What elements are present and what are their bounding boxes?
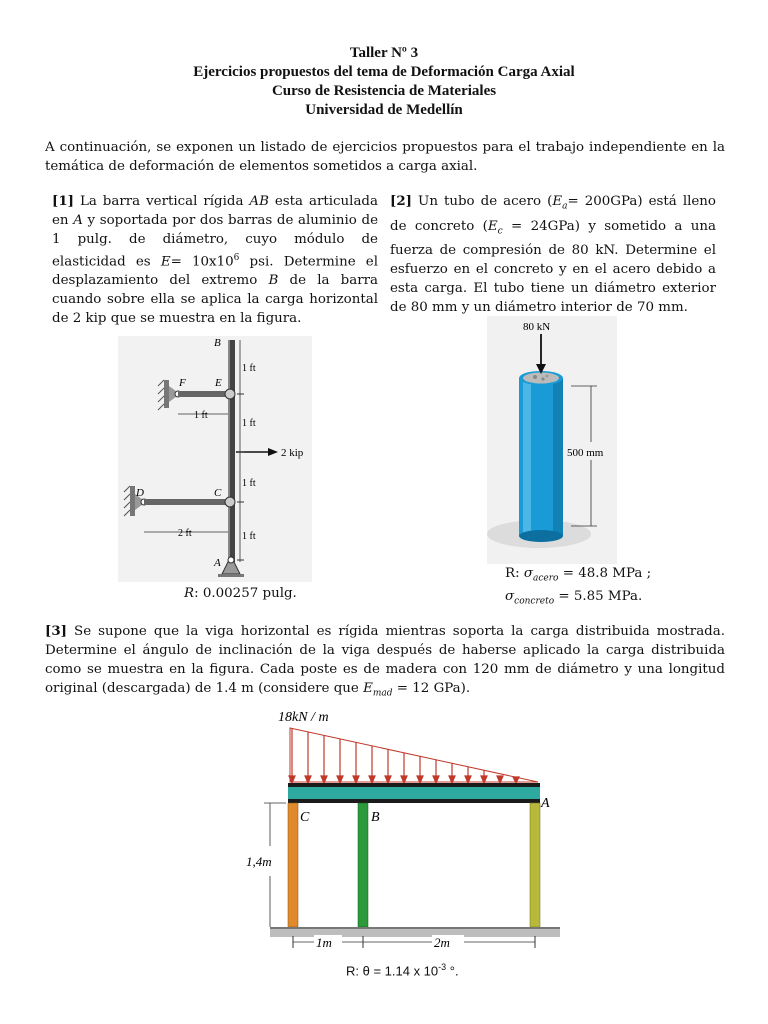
problem-2-figure	[487, 316, 617, 564]
p2-answer-prefix: R:	[505, 566, 524, 581]
problem-3-text	[45, 622, 725, 704]
problem-1-text	[52, 192, 378, 328]
fig1-dim-h2: 2 ft	[178, 528, 192, 539]
p2-answer-line2	[505, 588, 651, 611]
problem-2-text	[390, 192, 716, 317]
fig1-dim-1: 1 ft	[242, 363, 256, 374]
bar-fe	[178, 391, 226, 397]
fig1-label-a: A	[214, 557, 221, 569]
problem-1-number: [1]	[52, 193, 74, 209]
p3-emad: E	[363, 681, 373, 696]
fig3-label-a: A	[541, 796, 550, 811]
header-title: Taller Nº 3	[349, 45, 419, 61]
p2-ec: E	[487, 218, 498, 234]
post-c	[288, 803, 298, 927]
distributed-load-arrows	[289, 728, 519, 783]
problem-1-answer	[184, 585, 297, 603]
fig3-height: 1,4m	[246, 854, 272, 869]
fig2-load: 80 kN	[523, 321, 551, 333]
p1-answer-r: R	[184, 586, 195, 601]
p3-text: = 12 GPa).	[392, 681, 471, 696]
fig3-dim-1m: 1m	[316, 935, 332, 950]
header-university: Universidad de Medellín	[305, 102, 463, 118]
problem-3-figure	[244, 706, 564, 958]
p1-answer-value: : 0.00257 pulg.	[194, 586, 297, 601]
sigma-concreto-sub: concreto	[514, 596, 555, 607]
fig1-dim-2: 1 ft	[242, 418, 256, 429]
p2-answer-line1	[505, 565, 651, 588]
p3-emad-sub: mad	[372, 688, 393, 699]
p1-text: psi. Determine el desplazamiento del extremo	[52, 254, 379, 289]
p1-ab: AB	[249, 194, 269, 209]
p1-text: = 10x10	[170, 254, 234, 270]
document-header	[0, 44, 768, 120]
p2-text: Un tubo de acero (	[412, 194, 553, 209]
fig1-label-e: E	[215, 377, 222, 389]
p1-text: La barra vertical rígida	[74, 194, 250, 209]
fig3-label-c: C	[300, 810, 310, 825]
problem-3-number: [3]	[45, 623, 67, 639]
p1-exp: 6	[233, 253, 240, 263]
p2-ea: E	[552, 194, 563, 209]
fig3-load: 18kN / m	[278, 710, 329, 725]
p2-answer-concreto: = 5.85 MPa.	[554, 588, 643, 604]
concrete-core	[523, 373, 559, 384]
fig1-label-b: B	[214, 337, 221, 349]
problem-1-figure	[118, 336, 312, 582]
p3-answer-prefix: R: θ = 1.14 x 10	[346, 963, 439, 979]
p1-b: B	[268, 273, 279, 289]
p1-e: E	[160, 254, 171, 270]
p1-text: de la barra cuando sobre ella se aplica la carga horizontal de 2 kip que se muestra en la figura.	[52, 273, 378, 327]
p1-text: esta articulada en	[52, 194, 378, 228]
fig1-label-c: C	[214, 487, 222, 499]
intro-paragraph: A continuación, se exponen un listado de ejercicios propuestos para el trabajo independiente en la temática de deformación de elementos sometidos a carga axial.	[45, 140, 725, 174]
header-subtitle: Ejercicios propuestos del tema de Deformación Carga Axial	[193, 64, 575, 80]
header-course: Curso de Resistencia de Materiales	[271, 83, 497, 99]
p3-answer-suffix: °.	[446, 963, 459, 979]
post-a	[530, 803, 540, 927]
bar-dc	[144, 499, 226, 505]
p2-text: = 200GPa) está lleno de concreto (	[390, 194, 716, 234]
fig3-label-b: B	[371, 810, 380, 825]
fig1-dim-h1: 1 ft	[194, 410, 208, 421]
problem-2-number: [2]	[390, 193, 412, 209]
fig1-load: 2 kip	[281, 447, 304, 459]
sigma-symbol: σ	[523, 566, 534, 581]
fig1-dim-4: 1 ft	[242, 531, 256, 542]
p1-text: y soportada por dos barras de aluminio de 1 pulg. de diámetro, cuyo módulo de elasticidad es	[52, 213, 378, 270]
fig1-dim-3: 1 ft	[242, 478, 256, 489]
p1-a: A	[73, 213, 83, 228]
p2-text: = 24GPa) y sometido a una fuerza de compresión de 80 kN. Determine el esfuerzo en el concreto y en el acero debido a esta carga. El tubo tiene un diámetro exterior de 80 mm y un diámetro interior de 70 mm.	[390, 218, 716, 316]
fig1-label-d: D	[136, 487, 144, 499]
p2-answer-acero: = 48.8 MPa ;	[558, 566, 652, 581]
p3-text: Se supone que la viga horizontal es rígida mientras soporta la carga distribuida mostrada. Determine el ángulo de inclinación de la viga después de haberse aplicado la carga distribuida como se muestra en la figura. Cada poste es de madera con 120 mm de diámetro y una longitud original (descargada) de 1.4 m (considere que	[45, 624, 725, 696]
fig3-dim-2m: 2m	[434, 935, 450, 950]
p2-ea-sub: a	[562, 201, 568, 212]
sigma-symbol: σ	[505, 588, 515, 604]
fig2-length: 500 mm	[567, 447, 604, 459]
problem-2-answer	[505, 565, 651, 610]
p3-answer-exp: -3	[438, 962, 447, 972]
sigma-acero-sub: acero	[533, 573, 559, 584]
post-b	[358, 803, 368, 927]
problem-3-answer	[346, 958, 459, 980]
p2-ec-sub: c	[497, 226, 503, 237]
fig1-label-f: F	[179, 377, 186, 389]
